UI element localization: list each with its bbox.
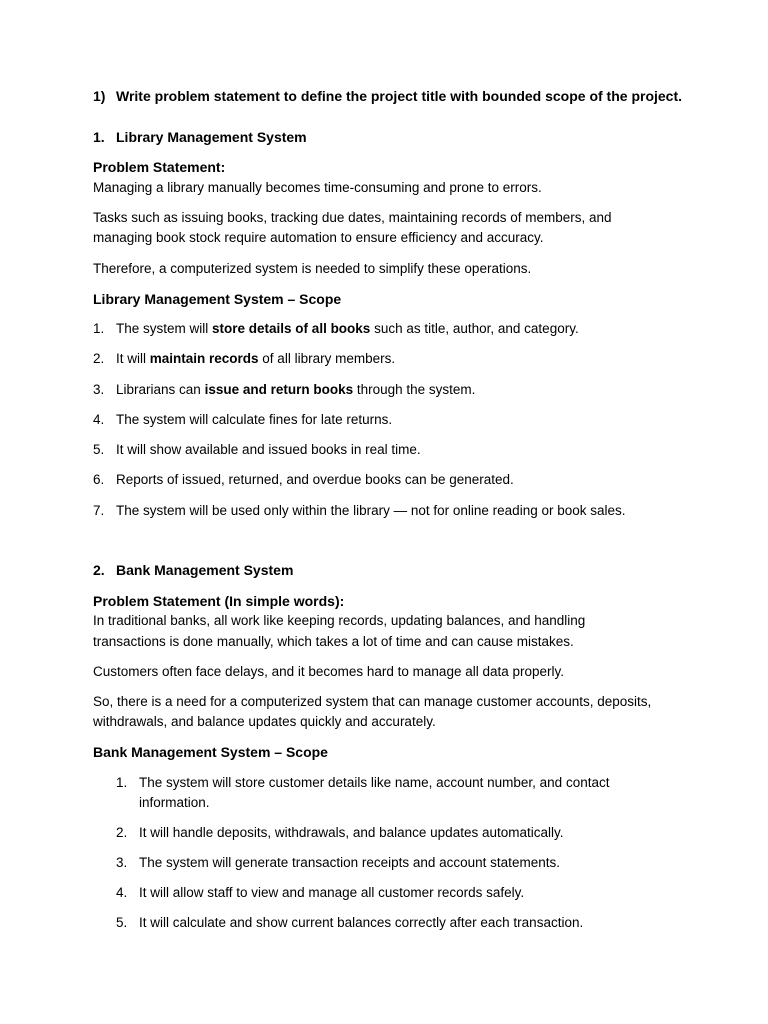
- section1-paragraph-3: Therefore, a computerized system is needed to simplify these operations.: [93, 261, 532, 276]
- list-item-text: It will handle deposits, withdrawals, and balance updates automatically.: [139, 825, 564, 840]
- list-item-text: Reports of issued, returned, and overdue books can be generated.: [116, 472, 514, 487]
- list-item-number: 1.: [93, 321, 105, 336]
- list-item-number: 6.: [93, 472, 105, 487]
- section2-paragraph-3a: So, there is a need for a computerized system that can manage customer accounts, deposits,: [93, 694, 652, 709]
- list-item-text: The system will store customer details like name, account number, and contact: [139, 775, 610, 790]
- list-item-text: The system will generate transaction receipts and account statements.: [139, 855, 560, 870]
- section2-paragraph-2: Customers often face delays, and it becomes hard to manage all data properly.: [93, 664, 565, 679]
- list-item-number: 2.: [116, 825, 128, 840]
- list-item-number: 7.: [93, 503, 105, 518]
- list-item-text: information.: [139, 795, 210, 810]
- section2-problem-heading: Problem Statement (In simple words):: [93, 593, 345, 609]
- section2-paragraph-3b: withdrawals, and balance updates quickly and accurately.: [93, 714, 436, 729]
- list-item-text: It will show available and issued books in real time.: [116, 442, 421, 457]
- question-number: 1): [93, 88, 106, 104]
- list-item-number: 4.: [93, 412, 105, 427]
- list-item-text: It will maintain records of all library members.: [116, 351, 396, 366]
- section1-number: 1.: [93, 129, 105, 145]
- section1-paragraph-2a: Tasks such as issuing books, tracking due dates, maintaining records of members, and: [93, 210, 612, 225]
- section2-paragraph-1a: In traditional banks, all work like keeping records, updating balances, and handling: [93, 613, 586, 628]
- list-item-text: The system will be used only within the library — not for online reading or book sales.: [116, 503, 626, 518]
- section1-paragraph-2b: managing book stock require automation to ensure efficiency and accuracy.: [93, 230, 544, 245]
- list-item-number: 2.: [93, 351, 105, 366]
- list-item-number: 5.: [93, 442, 105, 457]
- question-text: Write problem statement to define the project title with bounded scope of the project.: [116, 88, 683, 104]
- section1-paragraph-1: Managing a library manually becomes time-consuming and prone to errors.: [93, 180, 542, 195]
- list-item-text: It will calculate and show current balances correctly after each transaction.: [139, 915, 584, 930]
- section1-problem-heading: Problem Statement:: [93, 159, 226, 175]
- list-item-number: 3.: [116, 855, 128, 870]
- section2-paragraph-1b: transactions is done manually, which takes a lot of time and can cause mistakes.: [93, 634, 574, 649]
- list-item-number: 4.: [116, 885, 128, 900]
- section1-scope-heading: Library Management System – Scope: [93, 291, 342, 307]
- list-item-text: Librarians can issue and return books through the system.: [116, 382, 476, 397]
- list-item-text: The system will calculate fines for late returns.: [116, 412, 393, 427]
- list-item-number: 5.: [116, 915, 128, 930]
- section2-title-text: Bank Management System: [116, 562, 294, 578]
- list-item-number: 1.: [116, 775, 128, 790]
- section2-scope-heading: Bank Management System – Scope: [93, 744, 328, 760]
- list-item-text: It will allow staff to view and manage all customer records safely.: [139, 885, 525, 900]
- list-item-text: The system will store details of all books such as title, author, and category.: [116, 321, 579, 336]
- section1-title-text: Library Management System: [116, 129, 307, 145]
- section2-number: 2.: [93, 562, 105, 578]
- list-item-number: 3.: [93, 382, 105, 397]
